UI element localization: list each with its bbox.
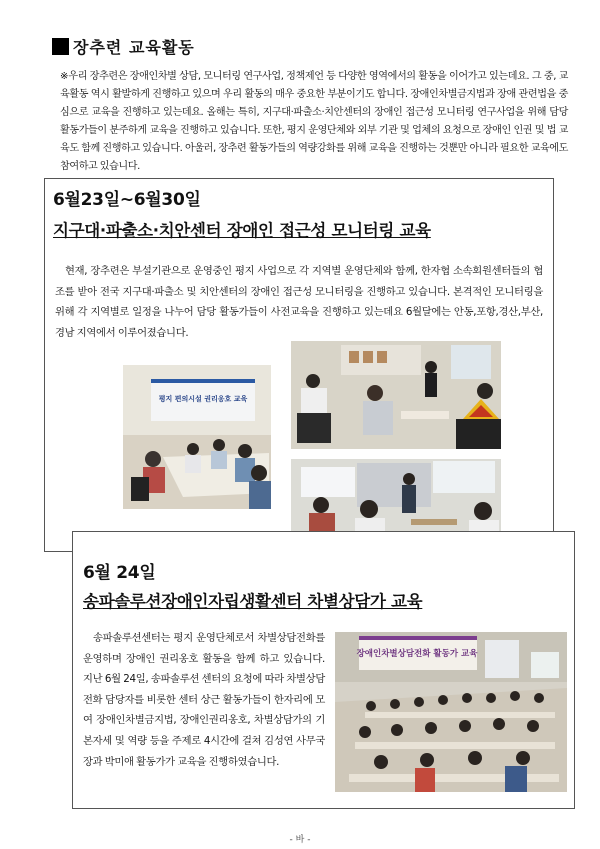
black-square-icon: [52, 38, 69, 55]
event-body: 송파솔루션센터는 평지 운영단체로서 차별상담전화를 운영하며 장애인 권리옹호 활동을 함께 하고 있습니다. 지난 6월 24일, 송파솔루션 센터의 요청에 따라 차별상담전화 담당자를 비롯한 센터 상근 활동가들이 한자리에 모여 장애인차별금지법, 장애인권리옹호, 차별상담가의 기본자세 및 역량 등을 주제로 4시간에 걸쳐 김성연 사무국장과 박미애 활동가가 교육을 진행하였습니다.: [83, 632, 325, 768]
section-heading: [52, 34, 195, 58]
event-photo-lecture-hall: [335, 632, 567, 792]
section-intro: ※우리 장추련은 장애인차별 상담, 모니터링 연구사업, 정책제언 등 다양한 영역에서의 활동을 이어가고 있는데요. 그 중, 교육활동 역시 활발하게 진행하고 있으며 우리 활동의 매우 중요한 부분이기도 합니다. 장애인차별금지법과 장애 관련법을 중심으로 교육을 진행하고 있는데요. 올해는 특히, 지구대·파출소·치안센터의 장애인 접근성 모니터링 연구사업을 위해 담당 활동가들이 분주하게 교육을 진행하고 있습니다. 또한, 평지 운영단체와 외부 기관 및 업체의 요청으로 장애인 인권 및 법 교육도 함께 진행하고 있습니다. 아울러, 장추련 활동가들의 역량강화를 위해 교육을 진행하는 것뿐만 아니라 필요한 교육에도 참여하고 있습니다.: [60, 71, 568, 172]
event-box-monitoring: [44, 178, 554, 552]
event-photo-presenter: [291, 459, 501, 541]
event-photo-classroom: [123, 365, 271, 509]
page-number: - 바 -: [289, 835, 311, 845]
section-title: 장추련 교육활동: [73, 37, 195, 57]
photo-banner-text: 평지 편의시설 권리옹호 교육: [158, 395, 248, 403]
event-title: 송파솔루션장애인자립생활센터 차별상담가 교육: [83, 592, 423, 611]
event-body: 현재, 장추련은 부설기관으로 운영중인 평지 사업으로 각 지역별 운영단체와 함께, 한자협 소속회원센터들의 협조를 받아 전국 지구대·파출소 및 치안센터의 장애인 접근성 모니터링을 진행하고 있습니다. 본격적인 모니터링을 위해 각 지역별로 일정을 나누어 담당 활동가들이 사전교육을 진행하고 있는데요 6월달에는 안동,포항,경산,부산,경남 지역에서 이루어졌습니다.: [55, 265, 543, 339]
event-title: 지구대·파출소·치안센터 장애인 접근성 모니터링 교육: [53, 221, 431, 240]
event-photo-wheelchair: [291, 341, 501, 449]
event-date: 6월 24일: [83, 563, 156, 583]
event-date: 6월23일~6월30일: [53, 190, 201, 210]
event-box-counselor: [72, 531, 575, 809]
photo-banner-text: 장애인차별상담전화 활동가 교육: [356, 649, 478, 659]
